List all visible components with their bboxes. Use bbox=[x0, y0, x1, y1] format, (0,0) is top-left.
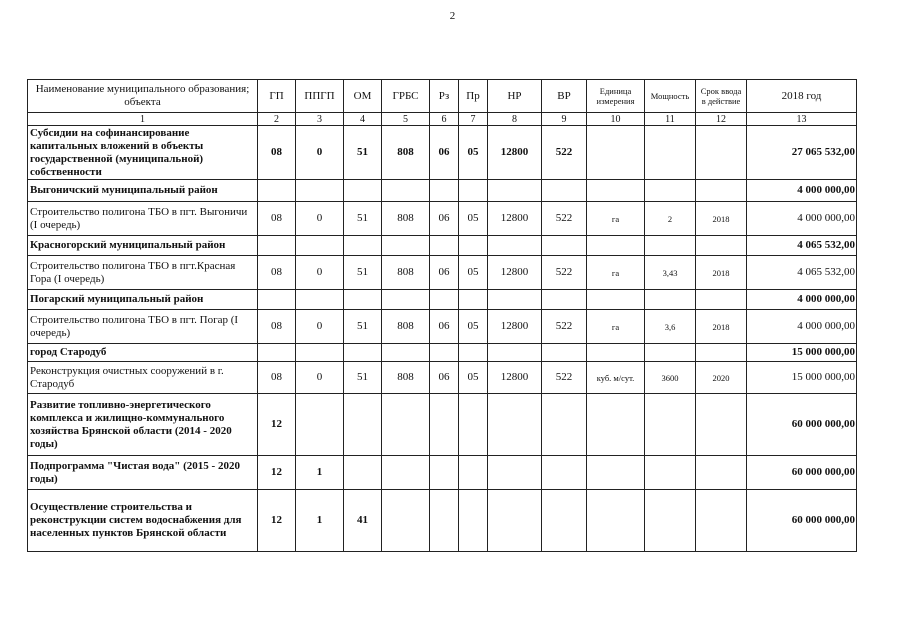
code-cell: 1 bbox=[296, 490, 344, 552]
code-cell bbox=[258, 290, 296, 310]
table-row bbox=[28, 362, 857, 394]
code-cell bbox=[488, 344, 542, 362]
code-cell bbox=[296, 290, 344, 310]
table-row bbox=[28, 344, 857, 362]
code-cell bbox=[488, 456, 542, 490]
code-cell: 2018 bbox=[696, 256, 747, 290]
code-cell: 51 bbox=[344, 310, 382, 344]
code-cell bbox=[430, 344, 459, 362]
code-cell: 06 bbox=[430, 310, 459, 344]
code-cell bbox=[382, 490, 430, 552]
code-cell: 0 bbox=[296, 310, 344, 344]
code-cell: 808 bbox=[382, 126, 430, 180]
code-cell: 06 bbox=[430, 126, 459, 180]
code-cell: 522 bbox=[542, 202, 587, 236]
code-cell: 12 bbox=[258, 490, 296, 552]
column-number-cell: 8 bbox=[488, 113, 542, 126]
code-cell: 12800 bbox=[488, 126, 542, 180]
code-cell: 522 bbox=[542, 310, 587, 344]
code-cell bbox=[587, 490, 645, 552]
code-cell bbox=[696, 344, 747, 362]
code-cell bbox=[296, 236, 344, 256]
row-name-cell: Реконструкция очистных сооружений в г. Стародуб bbox=[28, 362, 258, 394]
column-number-cell: 12 bbox=[696, 113, 747, 126]
code-cell: 08 bbox=[258, 310, 296, 344]
table-row bbox=[28, 456, 857, 490]
column-number-cell: 11 bbox=[645, 113, 696, 126]
row-name-cell: Погарский муниципальный район bbox=[28, 290, 258, 310]
code-cell: 808 bbox=[382, 256, 430, 290]
code-cell bbox=[488, 490, 542, 552]
code-cell bbox=[645, 126, 696, 180]
amount-cell: 60 000 000,00 bbox=[747, 490, 857, 552]
code-cell bbox=[488, 394, 542, 456]
code-cell bbox=[344, 236, 382, 256]
code-cell: куб. м/сут. bbox=[587, 362, 645, 394]
code-cell bbox=[344, 344, 382, 362]
code-cell bbox=[258, 344, 296, 362]
code-cell bbox=[382, 180, 430, 202]
code-cell bbox=[542, 456, 587, 490]
code-cell: 522 bbox=[542, 126, 587, 180]
code-cell: 05 bbox=[459, 310, 488, 344]
code-cell: 522 bbox=[542, 256, 587, 290]
code-cell bbox=[430, 180, 459, 202]
code-cell: га bbox=[587, 256, 645, 290]
code-cell: 12800 bbox=[488, 310, 542, 344]
code-cell bbox=[645, 180, 696, 202]
table-row bbox=[28, 236, 857, 256]
code-cell bbox=[459, 394, 488, 456]
header-cell: Единица измерения bbox=[587, 80, 645, 113]
amount-cell: 15 000 000,00 bbox=[747, 344, 857, 362]
code-cell: 12 bbox=[258, 456, 296, 490]
code-cell bbox=[645, 236, 696, 256]
code-cell bbox=[344, 456, 382, 490]
code-cell bbox=[587, 180, 645, 202]
code-cell: 0 bbox=[296, 256, 344, 290]
header-row bbox=[28, 80, 857, 113]
code-cell bbox=[459, 344, 488, 362]
code-cell bbox=[587, 236, 645, 256]
code-cell: 08 bbox=[258, 256, 296, 290]
amount-cell: 60 000 000,00 bbox=[747, 394, 857, 456]
column-number-cell: 10 bbox=[587, 113, 645, 126]
table-row bbox=[28, 394, 857, 456]
code-cell: 2018 bbox=[696, 202, 747, 236]
code-cell bbox=[587, 344, 645, 362]
table-row bbox=[28, 126, 857, 180]
code-cell: 808 bbox=[382, 362, 430, 394]
table-row bbox=[28, 180, 857, 202]
code-cell bbox=[459, 490, 488, 552]
code-cell bbox=[430, 290, 459, 310]
header-cell: ГРБС bbox=[382, 80, 430, 113]
code-cell bbox=[587, 126, 645, 180]
code-cell bbox=[696, 126, 747, 180]
code-cell: 808 bbox=[382, 202, 430, 236]
code-cell bbox=[488, 290, 542, 310]
code-cell: 3,43 bbox=[645, 256, 696, 290]
code-cell: 522 bbox=[542, 362, 587, 394]
code-cell bbox=[459, 236, 488, 256]
code-cell: 2018 bbox=[696, 310, 747, 344]
code-cell bbox=[645, 344, 696, 362]
column-number-cell: 13 bbox=[747, 113, 857, 126]
header-cell: ВР bbox=[542, 80, 587, 113]
row-name-cell: Строительство полигона ТБО в пгт. Погар (I очередь) bbox=[28, 310, 258, 344]
column-number-cell: 3 bbox=[296, 113, 344, 126]
code-cell bbox=[645, 490, 696, 552]
code-cell bbox=[258, 236, 296, 256]
code-cell: 808 bbox=[382, 310, 430, 344]
code-cell: 12800 bbox=[488, 362, 542, 394]
code-cell: 1 bbox=[296, 456, 344, 490]
code-cell bbox=[645, 456, 696, 490]
code-cell bbox=[344, 394, 382, 456]
code-cell bbox=[459, 180, 488, 202]
code-cell: 0 bbox=[296, 126, 344, 180]
code-cell bbox=[488, 236, 542, 256]
code-cell bbox=[542, 290, 587, 310]
code-cell bbox=[696, 290, 747, 310]
code-cell: 3,6 bbox=[645, 310, 696, 344]
code-cell bbox=[344, 290, 382, 310]
code-cell: 2 bbox=[645, 202, 696, 236]
header-cell: Мощность bbox=[645, 80, 696, 113]
amount-cell: 60 000 000,00 bbox=[747, 456, 857, 490]
code-cell bbox=[430, 456, 459, 490]
code-cell bbox=[382, 394, 430, 456]
code-cell: 51 bbox=[344, 126, 382, 180]
code-cell: 0 bbox=[296, 202, 344, 236]
header-cell: ППГП bbox=[296, 80, 344, 113]
row-name-cell: Строительство полигона ТБО в пгт. Выгоничи (I очередь) bbox=[28, 202, 258, 236]
code-cell bbox=[696, 490, 747, 552]
amount-cell: 4 000 000,00 bbox=[747, 180, 857, 202]
amount-cell: 4 000 000,00 bbox=[747, 290, 857, 310]
budget-table bbox=[27, 79, 857, 552]
row-name-cell: Подпрограмма "Чистая вода" (2015 - 2020 годы) bbox=[28, 456, 258, 490]
row-name-cell: Осуществление строительства и реконструкции систем водоснабжения для населенных пунктов Брянской области bbox=[28, 490, 258, 552]
code-cell: 05 bbox=[459, 126, 488, 180]
code-cell: 2020 bbox=[696, 362, 747, 394]
code-cell bbox=[587, 456, 645, 490]
code-cell: 08 bbox=[258, 126, 296, 180]
amount-cell: 4 065 532,00 bbox=[747, 256, 857, 290]
header-cell: Пр bbox=[459, 80, 488, 113]
page-number: 2 bbox=[449, 10, 456, 22]
header-cell: ОМ bbox=[344, 80, 382, 113]
row-name-cell: Красногорский муниципальный район bbox=[28, 236, 258, 256]
code-cell bbox=[696, 456, 747, 490]
code-cell: 3600 bbox=[645, 362, 696, 394]
code-cell bbox=[645, 394, 696, 456]
amount-cell: 4 000 000,00 bbox=[747, 202, 857, 236]
code-cell: 12800 bbox=[488, 256, 542, 290]
code-cell: га bbox=[587, 310, 645, 344]
column-number-row bbox=[28, 113, 857, 126]
column-number-cell: 5 bbox=[382, 113, 430, 126]
code-cell bbox=[587, 394, 645, 456]
code-cell: 05 bbox=[459, 362, 488, 394]
code-cell: 41 bbox=[344, 490, 382, 552]
code-cell bbox=[459, 290, 488, 310]
code-cell bbox=[382, 456, 430, 490]
code-cell: га bbox=[587, 202, 645, 236]
column-number-cell: 6 bbox=[430, 113, 459, 126]
table-body bbox=[28, 126, 857, 552]
code-cell bbox=[430, 394, 459, 456]
column-number-cell: 4 bbox=[344, 113, 382, 126]
code-cell: 51 bbox=[344, 202, 382, 236]
column-number-cell: 2 bbox=[258, 113, 296, 126]
header-cell: НР bbox=[488, 80, 542, 113]
amount-cell: 4 065 532,00 bbox=[747, 236, 857, 256]
code-cell bbox=[296, 180, 344, 202]
header-cell: 2018 год bbox=[747, 80, 857, 113]
code-cell bbox=[542, 180, 587, 202]
amount-cell: 4 000 000,00 bbox=[747, 310, 857, 344]
amount-cell: 27 065 532,00 bbox=[747, 126, 857, 180]
code-cell bbox=[382, 344, 430, 362]
table-row bbox=[28, 310, 857, 344]
row-name-cell: Строительство полигона ТБО в пгт.Красная Гора (I очередь) bbox=[28, 256, 258, 290]
column-number-cell: 9 bbox=[542, 113, 587, 126]
code-cell bbox=[542, 490, 587, 552]
amount-cell: 15 000 000,00 bbox=[747, 362, 857, 394]
code-cell bbox=[696, 180, 747, 202]
table-row bbox=[28, 290, 857, 310]
code-cell: 05 bbox=[459, 256, 488, 290]
code-cell: 08 bbox=[258, 362, 296, 394]
column-number-cell: 1 bbox=[28, 113, 258, 126]
code-cell bbox=[344, 180, 382, 202]
header-cell: Наименование муниципального образования; объекта bbox=[28, 80, 258, 113]
column-number-cell: 7 bbox=[459, 113, 488, 126]
code-cell: 05 bbox=[459, 202, 488, 236]
code-cell bbox=[696, 236, 747, 256]
code-cell bbox=[645, 290, 696, 310]
code-cell bbox=[488, 180, 542, 202]
code-cell bbox=[542, 344, 587, 362]
header-cell: Рз bbox=[430, 80, 459, 113]
code-cell: 08 bbox=[258, 202, 296, 236]
code-cell bbox=[382, 236, 430, 256]
row-name-cell: Субсидии на софинансирование капитальных вложений в объекты государственной (муниципальной) собственности bbox=[28, 126, 258, 180]
table-row bbox=[28, 490, 857, 552]
code-cell bbox=[258, 180, 296, 202]
code-cell bbox=[296, 344, 344, 362]
code-cell: 12 bbox=[258, 394, 296, 456]
code-cell: 06 bbox=[430, 362, 459, 394]
code-cell bbox=[542, 236, 587, 256]
code-cell: 12800 bbox=[488, 202, 542, 236]
code-cell bbox=[430, 490, 459, 552]
code-cell bbox=[696, 394, 747, 456]
code-cell: 51 bbox=[344, 256, 382, 290]
code-cell bbox=[542, 394, 587, 456]
table-row bbox=[28, 256, 857, 290]
code-cell bbox=[430, 236, 459, 256]
header-cell: Срок ввода в действие bbox=[696, 80, 747, 113]
code-cell bbox=[459, 456, 488, 490]
row-name-cell: город Стародуб bbox=[28, 344, 258, 362]
code-cell bbox=[587, 290, 645, 310]
code-cell: 06 bbox=[430, 256, 459, 290]
row-name-cell: Развитие топливно-энергетического комплекса и жилищно-коммунального хозяйства Брянской области (2014 - 2020 годы) bbox=[28, 394, 258, 456]
code-cell bbox=[382, 290, 430, 310]
code-cell bbox=[296, 394, 344, 456]
header-cell: ГП bbox=[258, 80, 296, 113]
code-cell: 06 bbox=[430, 202, 459, 236]
row-name-cell: Выгоничский муниципальный район bbox=[28, 180, 258, 202]
code-cell: 0 bbox=[296, 362, 344, 394]
code-cell: 51 bbox=[344, 362, 382, 394]
table-row bbox=[28, 202, 857, 236]
